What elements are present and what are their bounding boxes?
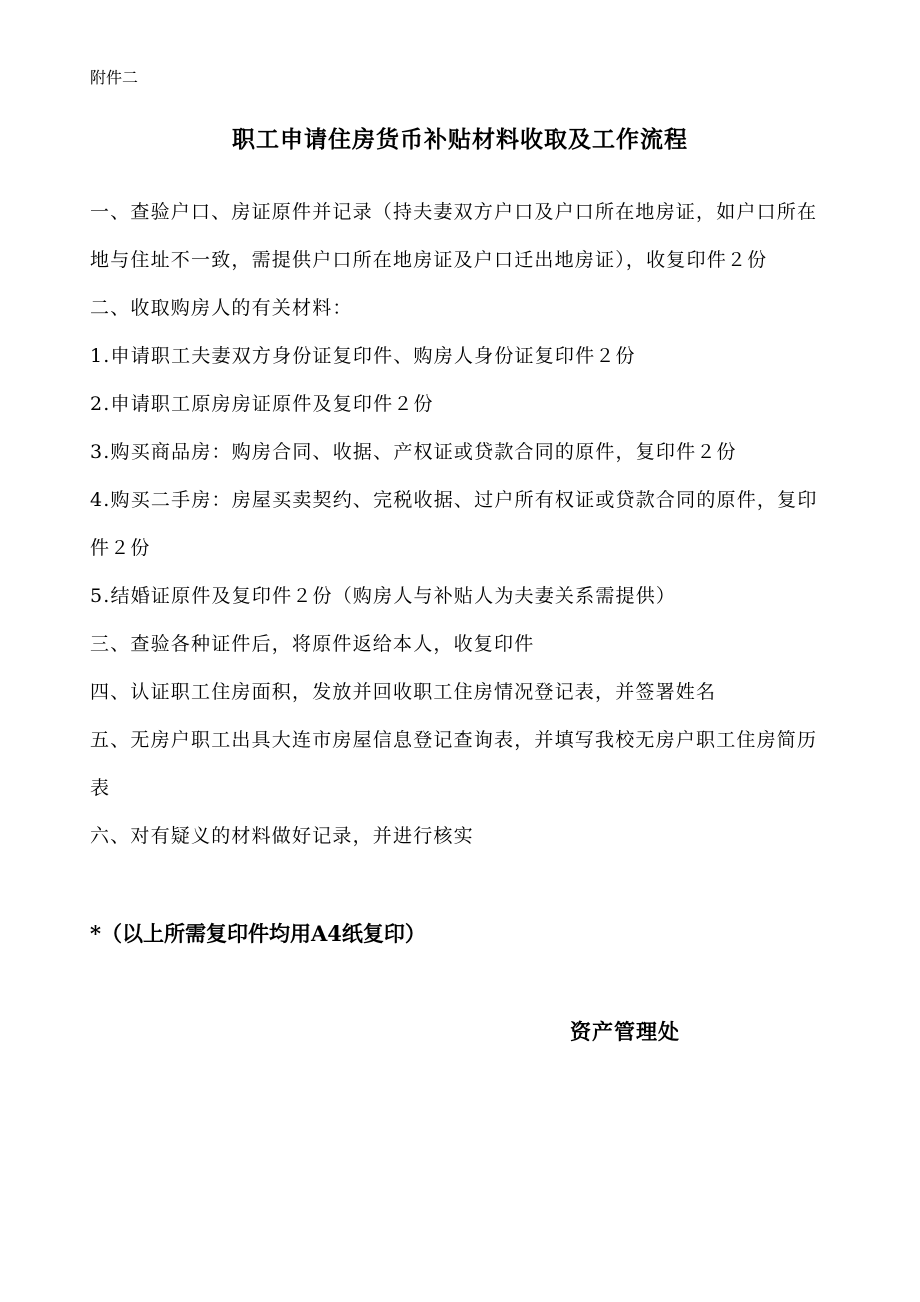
material-item-3: 3.购买商品房：购房合同、收据、产权证或贷款合同的原件，复印件２份 <box>90 441 737 463</box>
step-1-verify-documents: 一、查验户口、房证原件并记录（持夫妻双方户口及户口所在地房证，如户口所在地与住址不一致，需提供户口所在地房证及户口迁出地房证），收复印件２份 <box>90 201 818 271</box>
signature-department: 资产管理处 <box>570 1019 680 1044</box>
material-item-1: 1.申请职工夫妻双方身份证复印件、购房人身份证复印件２份 <box>90 345 636 367</box>
material-item-4: 4.购买二手房：房屋买卖契约、完税收据、过户所有权证或贷款合同的原件，复印件２份 <box>90 489 818 559</box>
step-4-certify-area: 四、认证职工住房面积，发放并回收职工住房情况登记表，并签署姓名 <box>90 681 717 703</box>
material-item-5: 5.结婚证原件及复印件２份（购房人与补贴人为夫妻关系需提供） <box>90 585 677 607</box>
procedure-list <box>90 188 835 860</box>
document-title: 职工申请住房货币补贴材料收取及工作流程 <box>232 126 688 153</box>
step-2-collect-materials: 二、收取购房人的有关材料： <box>90 297 353 319</box>
step-3-return-originals: 三、查验各种证件后，将原件返给本人，收复印件 <box>90 633 535 655</box>
step-6-verify-doubts: 六、对有疑义的材料做好记录，并进行核实 <box>90 825 474 847</box>
step-5-no-house-forms: 五、无房户职工出具大连市房屋信息登记查询表，并填写我校无房户职工住房简历表 <box>90 729 818 799</box>
copy-note: *（以上所需复印件均用A4纸复印） <box>90 921 426 946</box>
attachment-label: 附件二 <box>90 68 139 87</box>
material-item-2: 2.申请职工原房房证原件及复印件２份 <box>90 393 434 415</box>
